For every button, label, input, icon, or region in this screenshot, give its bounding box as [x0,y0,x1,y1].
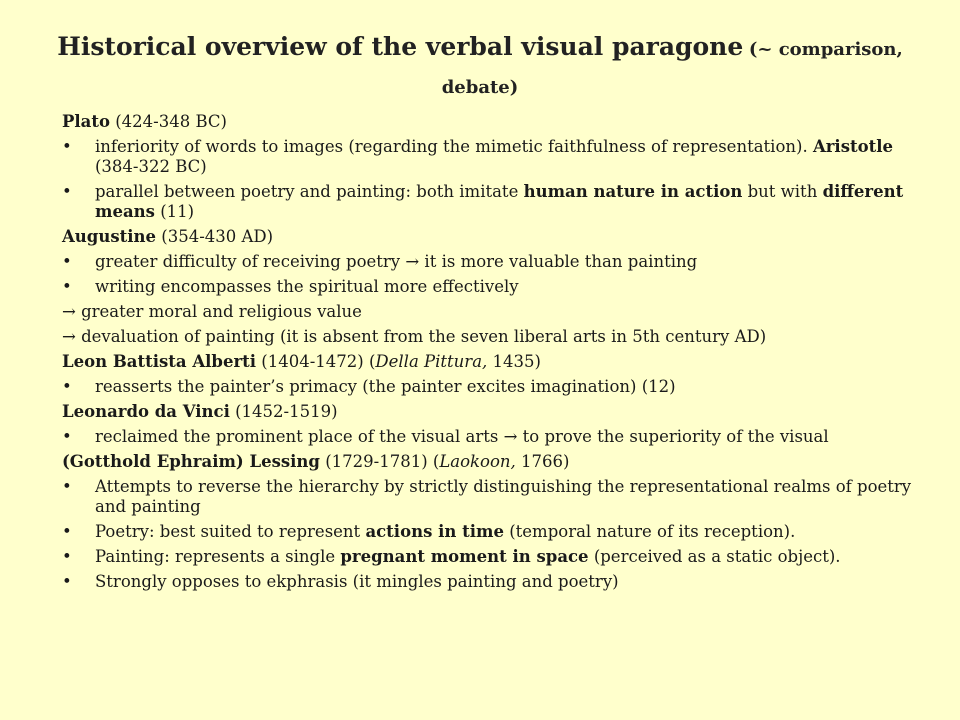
slide-content [62,112,912,597]
item-text: writing encompasses the spiritual more effectively [95,277,519,296]
author-name: Leonardo da Vinci [62,402,230,421]
bullet-icon: • [62,522,72,541]
title-sub: (~ comparison, debate) [441,39,903,98]
author-dates: (354-430 AD) [161,227,274,246]
author-name: Aristotle [812,137,894,156]
arrow-line: → devaluation of painting (it is absent from the seven liberal arts in 5th century AD) [62,327,767,346]
item-text: reasserts the painter’s primacy (the painter excites imagination) (12) [95,377,676,396]
bullet-icon: • [62,547,72,566]
item-text: Attempts to reverse the hierarchy by strictly distinguishing the representational realms of poetry and painting [95,477,912,516]
author-name: Augustine [62,227,157,246]
slide-title [40,28,920,107]
list-item [62,182,912,222]
bullet-icon: • [62,182,72,201]
author-dates: (1452-1519) [235,402,338,421]
list-item [62,547,912,567]
heading-alberti [62,352,912,372]
item-text: inferiority of words to images (regarding the mimetic faithfulness of representation). [95,137,808,156]
bullet-icon: • [62,137,72,156]
item-text: Poetry: best suited to represent [95,522,361,541]
item-text: (11) [160,202,195,221]
list-item [62,377,912,397]
bullet-icon: • [62,477,72,496]
author-dates: (1729-1781) ( [325,452,440,471]
list-item [62,137,912,177]
bullet-icon: • [62,427,72,446]
emphasis-text: different means [95,182,904,221]
author-name: Leon Battista Alberti [62,352,257,371]
work-year: 1766) [521,452,570,471]
emphasis-text: pregnant moment in space [340,547,589,566]
author-dates: (424-348 BC) [115,112,227,131]
item-text: but with [747,182,818,201]
author-dates: (1404-1472) ( [261,352,376,371]
list-item [62,252,912,272]
list-item [62,522,912,542]
emphasis-text: actions in time [365,522,504,541]
author-name: Plato [62,112,110,131]
item-text: Painting: represents a single [95,547,336,566]
list-item [62,277,912,297]
work-title: Laokoon, [439,452,516,471]
item-text: (perceived as a static object). [593,547,841,566]
list-item [62,572,912,592]
bullet-icon: • [62,572,72,591]
item-text: parallel between poetry and painting: both imitate [95,182,519,201]
item-text: reclaimed the prominent place of the visual arts → to prove the superiority of the visual [95,427,829,446]
author-name: (Gotthold Ephraim) Lessing [62,452,320,471]
heading-plato [62,112,912,132]
heading-lessing [62,452,912,472]
item-text: (temporal nature of its reception). [509,522,796,541]
heading-leonardo [62,402,912,422]
emphasis-text: human nature in action [523,182,743,201]
heading-augustine [62,227,912,247]
arrow-line: → greater moral and religious value [62,302,362,321]
list-item [62,477,912,517]
work-year: 1435) [492,352,541,371]
item-text: greater difficulty of receiving poetry → it is more valuable than painting [95,252,698,271]
item-text: Strongly opposes to ekphrasis (it mingles painting and poetry) [95,572,619,591]
bullet-icon: • [62,252,72,271]
bullet-icon: • [62,277,72,296]
list-item [62,427,912,447]
bullet-icon: • [62,377,72,396]
title-main: Historical overview of the verbal visual paragone [57,32,744,61]
author-dates: (384-322 BC) [95,157,207,176]
work-title: Della Pittura, [375,352,488,371]
